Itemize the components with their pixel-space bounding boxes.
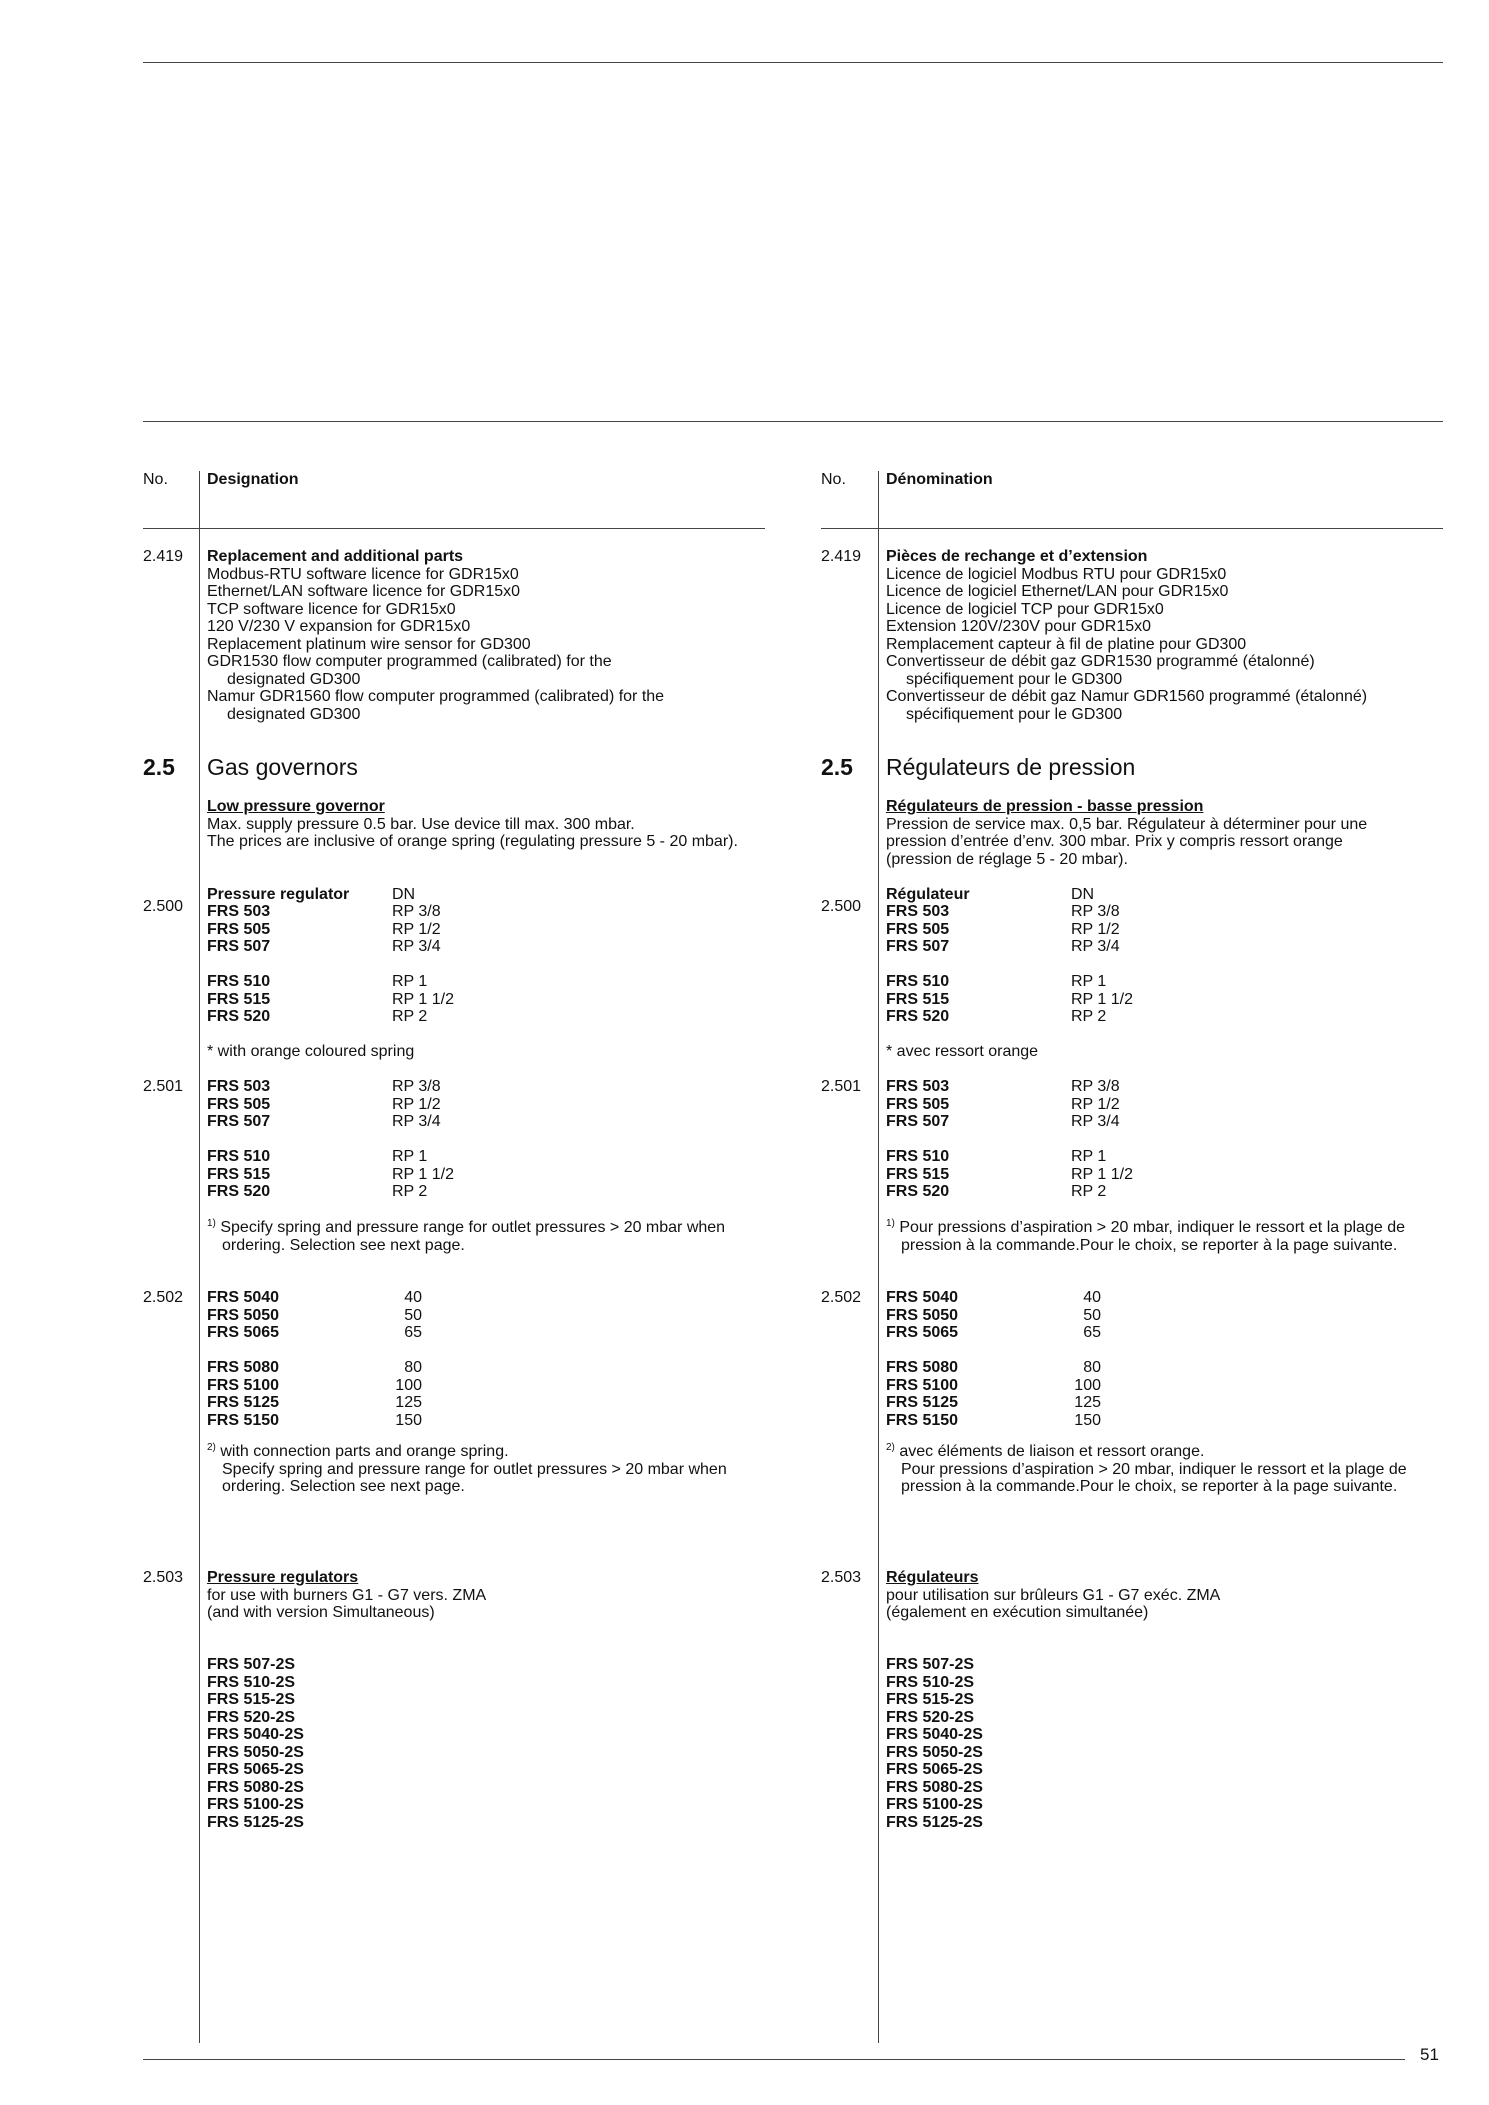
model-name: FRS 5080	[207, 1359, 280, 1376]
dn-value: 125	[1074, 1394, 1101, 1411]
dn-value: RP 2	[392, 1008, 428, 1025]
model-name: FRS 5100	[207, 1376, 280, 1394]
header-rule-right	[821, 528, 1443, 529]
item-line: (and with version Simultaneous)	[207, 1604, 435, 1621]
dn-list	[388, 1359, 422, 1429]
item-line: 120 V/230 V expansion for GDR15x0	[207, 618, 471, 635]
model-name: FRS 5040-2S	[886, 1726, 983, 1743]
model-name: FRS 5040	[886, 1289, 959, 1306]
subsection-title: Low pressure governor	[207, 798, 385, 815]
footnote-1	[886, 1219, 1405, 1254]
model-name: FRS 520	[886, 1183, 950, 1200]
item-title: Pressure regulators	[207, 1569, 359, 1586]
column-divider-left	[199, 471, 200, 2043]
footnote-text: with connection parts and orange spring.	[220, 1443, 509, 1460]
model-name: FRS 5100	[886, 1376, 959, 1394]
model-name: FRS 507	[207, 938, 271, 955]
model-name: FRS 505	[886, 920, 950, 938]
table-header-regulator: Pressure regulator	[207, 886, 350, 903]
subsection-line: Max. supply pressure 0.5 bar. Use device till max. 300 mbar.	[207, 815, 635, 833]
model-name: FRS 5065-2S	[886, 1761, 983, 1778]
model-name: FRS 5065-2S	[207, 1761, 304, 1778]
model-name: FRS 515-2S	[207, 1691, 296, 1708]
header-no: No.	[143, 471, 168, 488]
model-list	[886, 973, 949, 1026]
model-name: FRS 507-2S	[207, 1656, 296, 1673]
model-list-2s	[207, 1656, 304, 1831]
model-name: FRS 507-2S	[886, 1656, 975, 1673]
model-name: FRS 520	[207, 1008, 271, 1025]
footnote-text: Specify spring and pressure range for outlet pressures > 20 mbar when	[222, 1460, 727, 1478]
item-line: for use with burners G1 - G7 vers. ZMA	[207, 1586, 487, 1604]
item-line: Modbus-RTU software licence for GDR15x0	[207, 565, 519, 583]
dn-list	[392, 903, 441, 956]
item-2503-block	[886, 1569, 1220, 1622]
model-name: FRS 510	[886, 1148, 950, 1165]
item-no: 2.501	[821, 1078, 862, 1095]
model-name: FRS 510	[886, 973, 950, 990]
dn-value: RP 3/4	[392, 1113, 441, 1130]
model-name: FRS 5040-2S	[207, 1726, 304, 1743]
dn-value: RP 1 1/2	[392, 1165, 454, 1183]
subsection-line: The prices are inclusive of orange spring (regulating pressure 5 - 20 mbar).	[207, 833, 738, 850]
dn-value: 65	[404, 1324, 422, 1341]
dn-value: RP 3/4	[392, 938, 441, 955]
bottom-rule	[143, 2059, 1405, 2060]
dn-value: RP 1 1/2	[392, 990, 454, 1008]
item-no: 2.500	[821, 898, 862, 915]
model-name: FRS 5125	[886, 1394, 959, 1411]
model-name: FRS 5150	[207, 1411, 280, 1429]
dn-value: 150	[395, 1411, 422, 1429]
model-name: FRS 5150	[886, 1411, 959, 1429]
model-name: FRS 5100-2S	[207, 1796, 304, 1813]
model-name: FRS 507	[886, 1113, 950, 1130]
model-list-2s	[886, 1656, 983, 1831]
item-no: 2.419	[143, 548, 184, 565]
dn-value: RP 1	[1071, 1148, 1107, 1165]
model-name: FRS 510-2S	[886, 1673, 975, 1691]
section-number: 2.5	[821, 754, 853, 780]
model-name: FRS 5125	[207, 1394, 280, 1411]
model-name: FRS 5040	[207, 1289, 280, 1306]
item-line: Convertisseur de débit gaz Namur GDR1560 programmé (étalonné)	[886, 688, 1368, 705]
model-name: FRS 5080-2S	[207, 1778, 304, 1796]
dn-list	[1067, 1289, 1101, 1342]
subsection-line: Pression de service max. 0,5 bar. Régulateur à déterminer pour une	[886, 815, 1368, 833]
model-name: FRS 503	[207, 903, 271, 920]
dn-value: 80	[1083, 1359, 1101, 1376]
item-2419-block	[886, 548, 1367, 723]
footnote-text: pression à la commande.Pour le choix, se reporter à la page suivante.	[901, 1478, 1398, 1495]
item-line: spécifiquement pour le GD300	[906, 705, 1123, 723]
header-designation: Designation	[207, 471, 299, 488]
model-name: FRS 515	[886, 990, 950, 1008]
item-line: Licence de logiciel Modbus RTU pour GDR15x0	[886, 565, 1227, 583]
model-name: FRS 505	[886, 1095, 950, 1113]
dn-value: 80	[404, 1359, 422, 1376]
item-title: Régulateurs	[886, 1569, 979, 1586]
header-rule-left	[143, 528, 765, 529]
model-name: FRS 507	[886, 938, 950, 955]
item-line: Remplacement capteur à fil de platine pour GD300	[886, 635, 1247, 653]
footnote-text: Pour pressions d’aspiration > 20 mbar, indiquer le ressort et la plage de	[899, 1219, 1405, 1236]
model-name: FRS 5050	[207, 1306, 280, 1324]
model-list	[207, 903, 270, 956]
dn-list	[1071, 1078, 1120, 1131]
model-name: FRS 515	[207, 990, 271, 1008]
dn-list	[392, 973, 454, 1026]
item-no: 2.501	[143, 1078, 184, 1095]
dn-value: 40	[404, 1289, 422, 1306]
table-top-rule	[143, 421, 1443, 422]
model-list	[886, 1289, 958, 1342]
dn-list	[1067, 1359, 1101, 1429]
item-2419-block	[207, 548, 664, 723]
item-line: Namur GDR1560 flow computer programmed (calibrated) for the	[207, 688, 665, 705]
dn-value: RP 1/2	[392, 920, 441, 938]
item-line: (également en exécution simultanée)	[886, 1604, 1149, 1621]
dn-list	[1071, 1148, 1133, 1201]
item-2503-block	[207, 1569, 486, 1622]
footnote-text: Pour pressions d’aspiration > 20 mbar, indiquer le ressort et la plage de	[901, 1460, 1407, 1478]
model-name: FRS 5065	[207, 1324, 280, 1341]
dn-value: RP 1/2	[1071, 1095, 1120, 1113]
model-name: FRS 515	[886, 1165, 950, 1183]
dn-value: 125	[395, 1394, 422, 1411]
model-name: FRS 5125-2S	[886, 1813, 983, 1831]
model-list	[886, 1078, 949, 1131]
dn-value: 50	[1083, 1306, 1101, 1324]
model-list	[207, 1289, 279, 1342]
model-name: FRS 505	[207, 920, 271, 938]
dn-list	[1071, 903, 1120, 956]
page-number: 51	[1420, 2045, 1439, 2064]
item-line: pour utilisation sur brûleurs G1 - G7 exéc. ZMA	[886, 1586, 1221, 1604]
dn-value: RP 1/2	[1071, 920, 1120, 938]
footnote-2	[207, 1443, 727, 1496]
table-header-dn: DN	[392, 886, 416, 903]
dn-value: RP 3/8	[392, 1078, 441, 1095]
model-list	[207, 1078, 270, 1131]
dn-value: RP 2	[392, 1183, 428, 1200]
item-line: Extension 120V/230V pour GDR15x0	[886, 618, 1152, 635]
model-name: FRS 5050-2S	[886, 1743, 983, 1761]
dn-value: 40	[1083, 1289, 1101, 1306]
model-name: FRS 515	[207, 1165, 271, 1183]
model-name: FRS 520	[886, 1008, 950, 1025]
dn-value: RP 3/8	[1071, 1078, 1120, 1095]
dn-value: RP 1	[392, 1148, 428, 1165]
model-list	[886, 903, 949, 956]
dn-value: RP 1 1/2	[1071, 1165, 1133, 1183]
footnote-mark: 1)	[886, 1218, 895, 1229]
dn-value: RP 1 1/2	[1071, 990, 1133, 1008]
model-list	[886, 1359, 958, 1429]
item-no: 2.502	[821, 1289, 862, 1306]
dn-value: RP 3/4	[1071, 938, 1120, 955]
dn-value: 100	[395, 1376, 422, 1394]
dn-value: RP 2	[1071, 1183, 1107, 1200]
item-line: Replacement platinum wire sensor for GD300	[207, 635, 531, 653]
footnote-text: avec éléments de liaison et ressort orange.	[899, 1443, 1205, 1460]
model-name: FRS 520-2S	[207, 1708, 296, 1726]
item-line: Convertisseur de débit gaz GDR1530 programmé (étalonné)	[886, 653, 1315, 670]
dn-value: RP 1	[1071, 973, 1107, 990]
dn-value: RP 2	[1071, 1008, 1107, 1025]
item-line: Licence de logiciel Ethernet/LAN pour GDR15x0	[886, 583, 1229, 600]
model-list	[207, 1359, 279, 1429]
model-name: FRS 510-2S	[207, 1673, 296, 1691]
model-name: FRS 503	[886, 903, 950, 920]
item-no: 2.500	[143, 898, 184, 915]
footnote-text: pression à la commande.Pour le choix, se reporter à la page suivante.	[901, 1236, 1398, 1254]
footnote-mark: 2)	[886, 1442, 895, 1453]
item-line: spécifiquement pour le GD300	[906, 670, 1123, 688]
model-name: FRS 5065	[886, 1324, 959, 1341]
top-rule	[143, 62, 1443, 63]
model-name: FRS 5080	[886, 1359, 959, 1376]
spring-note: * avec ressort orange	[886, 1043, 1039, 1060]
model-name: FRS 515-2S	[886, 1691, 975, 1708]
dn-value: RP 3/8	[392, 903, 441, 920]
footnote-text: Specify spring and pressure range for outlet pressures > 20 mbar when	[220, 1219, 726, 1236]
table-header-dn: DN	[1071, 886, 1095, 903]
subsection-line: pression d’entrée d’env. 300 mbar. Prix y compris ressort orange	[886, 833, 1343, 850]
item-title: Replacement and additional parts	[207, 548, 464, 565]
dn-value: 65	[1083, 1324, 1101, 1341]
model-name: FRS 505	[207, 1095, 271, 1113]
spring-note: * with orange coloured spring	[207, 1043, 415, 1060]
model-name: FRS 520	[207, 1183, 271, 1200]
subsection-title: Régulateurs de pression - basse pression	[886, 798, 1204, 815]
footnote-text: ordering. Selection see next page.	[222, 1236, 465, 1254]
item-line: designated GD300	[227, 705, 361, 723]
header-designation: Dénomination	[886, 471, 993, 488]
model-list	[886, 1148, 949, 1201]
model-name: FRS 5125-2S	[207, 1813, 304, 1831]
section-number: 2.5	[143, 754, 175, 780]
footnote-2	[886, 1443, 1407, 1496]
model-name: FRS 503	[886, 1078, 950, 1095]
subsection-line: (pression de réglage 5 - 20 mbar).	[886, 850, 1128, 868]
item-line: TCP software licence for GDR15x0	[207, 600, 456, 618]
footnote-mark: 1)	[207, 1218, 216, 1229]
model-name: FRS 520-2S	[886, 1708, 975, 1726]
footnote-mark: 2)	[207, 1442, 216, 1453]
dn-value: RP 1	[392, 973, 428, 990]
dn-value: RP 1/2	[392, 1095, 441, 1113]
model-list	[207, 1148, 270, 1201]
model-name: FRS 507	[207, 1113, 271, 1130]
item-line: designated GD300	[227, 670, 361, 688]
item-line: Licence de logiciel TCP pour GDR15x0	[886, 600, 1164, 618]
item-title: Pièces de rechange et d’extension	[886, 548, 1148, 565]
model-name: FRS 5100-2S	[886, 1796, 983, 1813]
model-name: FRS 5080-2S	[886, 1778, 983, 1796]
item-line: GDR1530 flow computer programmed (calibrated) for the	[207, 653, 612, 670]
dn-value: RP 3/8	[1071, 903, 1120, 920]
dn-list	[388, 1289, 422, 1342]
footnote-text: ordering. Selection see next page.	[222, 1478, 465, 1495]
model-name: FRS 5050	[886, 1306, 959, 1324]
item-no: 2.503	[143, 1569, 184, 1586]
model-name: FRS 510	[207, 1148, 271, 1165]
footnote-1	[207, 1219, 725, 1254]
item-line: Ethernet/LAN software licence for GDR15x0	[207, 583, 521, 600]
low-pressure-block	[207, 798, 738, 851]
model-name: FRS 503	[207, 1078, 271, 1095]
item-no: 2.419	[821, 548, 862, 565]
dn-list	[1071, 973, 1133, 1026]
dn-value: 50	[404, 1306, 422, 1324]
column-divider-right	[878, 471, 879, 2043]
item-no: 2.502	[143, 1289, 184, 1306]
section-title: Gas governors	[207, 754, 358, 780]
table-header-regulator: Régulateur	[886, 886, 970, 903]
model-name: FRS 510	[207, 973, 271, 990]
model-list	[207, 973, 270, 1026]
item-no: 2.503	[821, 1569, 862, 1586]
dn-list	[392, 1078, 441, 1131]
low-pressure-block	[886, 798, 1367, 868]
section-title: Régulateurs de pression	[886, 754, 1136, 780]
model-name: FRS 5050-2S	[207, 1743, 304, 1761]
header-no: No.	[821, 471, 846, 488]
dn-value: 150	[1074, 1411, 1101, 1429]
dn-list	[392, 1148, 454, 1201]
dn-value: 100	[1074, 1376, 1101, 1394]
dn-value: RP 3/4	[1071, 1113, 1120, 1130]
